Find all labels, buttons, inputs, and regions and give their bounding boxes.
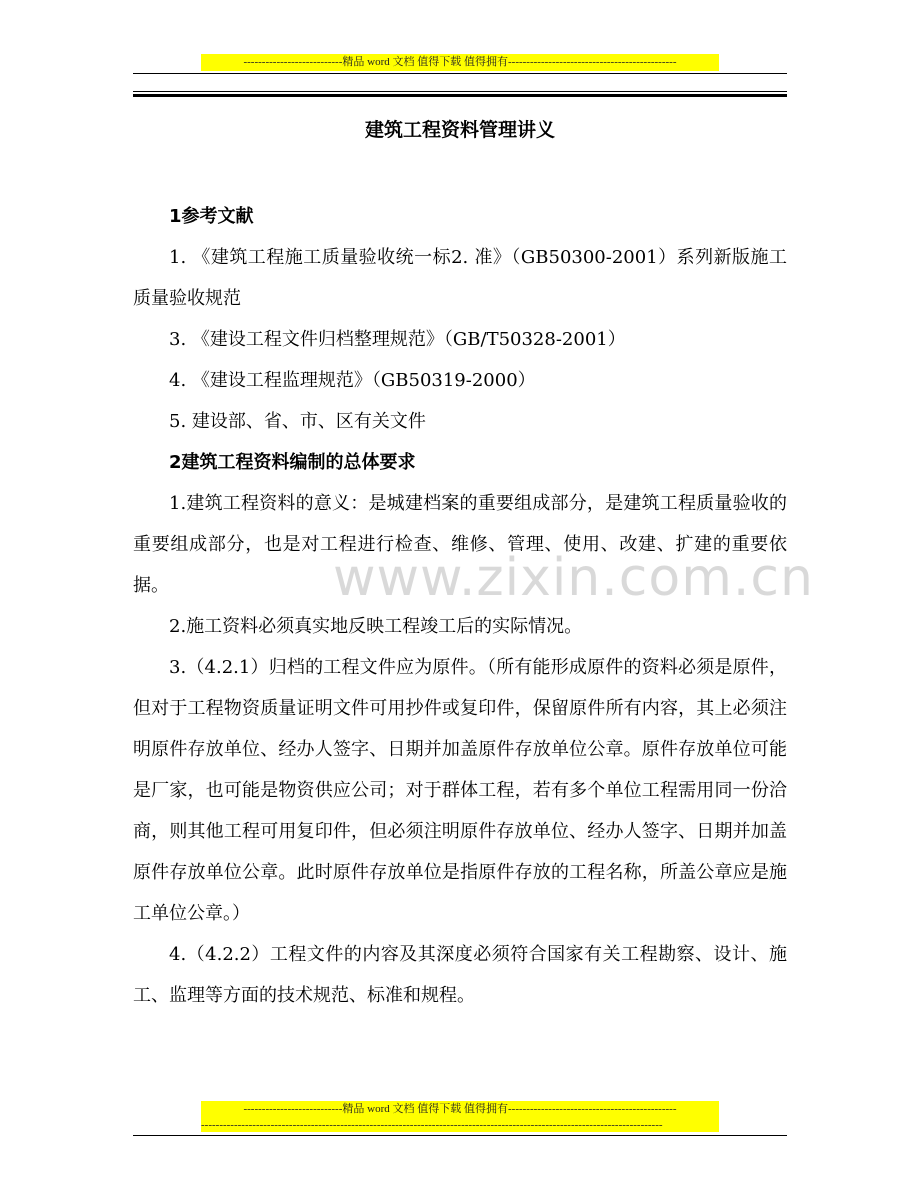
footer-banner-line2: ------------------------------------------------------------------------------------------------------------------------------ xyxy=(201,1118,719,1132)
footer-rule xyxy=(133,1135,787,1136)
paragraph-ref-1: 1. 《建筑工程施工质量验收统一标2. 准》（GB50300-2001）系列新版施工质量验收规范 xyxy=(133,247,787,309)
document-title: 建筑工程资料管理讲义 xyxy=(364,119,555,141)
header-rule-double-a xyxy=(133,91,787,92)
watermark: www.zixin.com.cn xyxy=(333,548,814,608)
section-heading-requirements: 2建筑工程资料编制的总体要求 xyxy=(169,452,416,473)
paragraph-req-1: 1.建筑工程资料的意义：是城建档案的重要组成部分，是建筑工程质量验收的重要组成部分，也是对工程进行检查、维修、管理、使用、改建、扩建的重要依据。 xyxy=(133,493,787,596)
paragraph-ref-4: 4. 《建设工程监理规范》（GB50319-2000） xyxy=(169,370,536,391)
document-body xyxy=(133,196,787,1016)
paragraph-req-3: 3.（4.2.1）归档的工程文件应为原件。（所有能形成原件的资料必须是原件，但对于工程物资质量证明文件可用抄件或复印件，保留原件所有内容，其上必须注明原件存放单位、经办人签字、日期并加盖原件存放单位公章。原件存放单位可能是厂家，也可能是物资供应公司；对于群体工程，若有多个单位工程需用同一份洽商，则其他工程可用复印件，但必须注明原件存放单位、经办人签字、日期并加盖原件存放单位公章。此时原件存放单位是指原件存放的工程名称，所盖公章应是施工单位公章。） xyxy=(133,657,787,924)
section-heading-references: 1参考文献 xyxy=(169,206,254,227)
header-rule-thin xyxy=(133,73,787,74)
footer-banner: ---------------------------精品 word 文档 值得下载 值得拥有---------------------------------------------- xyxy=(201,1101,719,1118)
paragraph-req-4: 4.（4.2.2）工程文件的内容及其深度必须符合国家有关工程勘察、设计、施工、监理等方面的技术规范、标准和规程。 xyxy=(133,944,787,1006)
header-banner: ---------------------------精品 word 文档 值得下载 值得拥有---------------------------------------------- xyxy=(201,54,719,71)
header-rule-double-b xyxy=(133,94,787,97)
paragraph-req-2: 2.施工资料必须真实地反映工程竣工后的实际情况。 xyxy=(169,616,583,637)
paragraph-ref-3: 3. 《建设工程文件归档整理规范》（GB/T50328-2001） xyxy=(169,329,626,350)
paragraph-ref-5: 5. 建设部、省、市、区有关文件 xyxy=(169,411,426,432)
